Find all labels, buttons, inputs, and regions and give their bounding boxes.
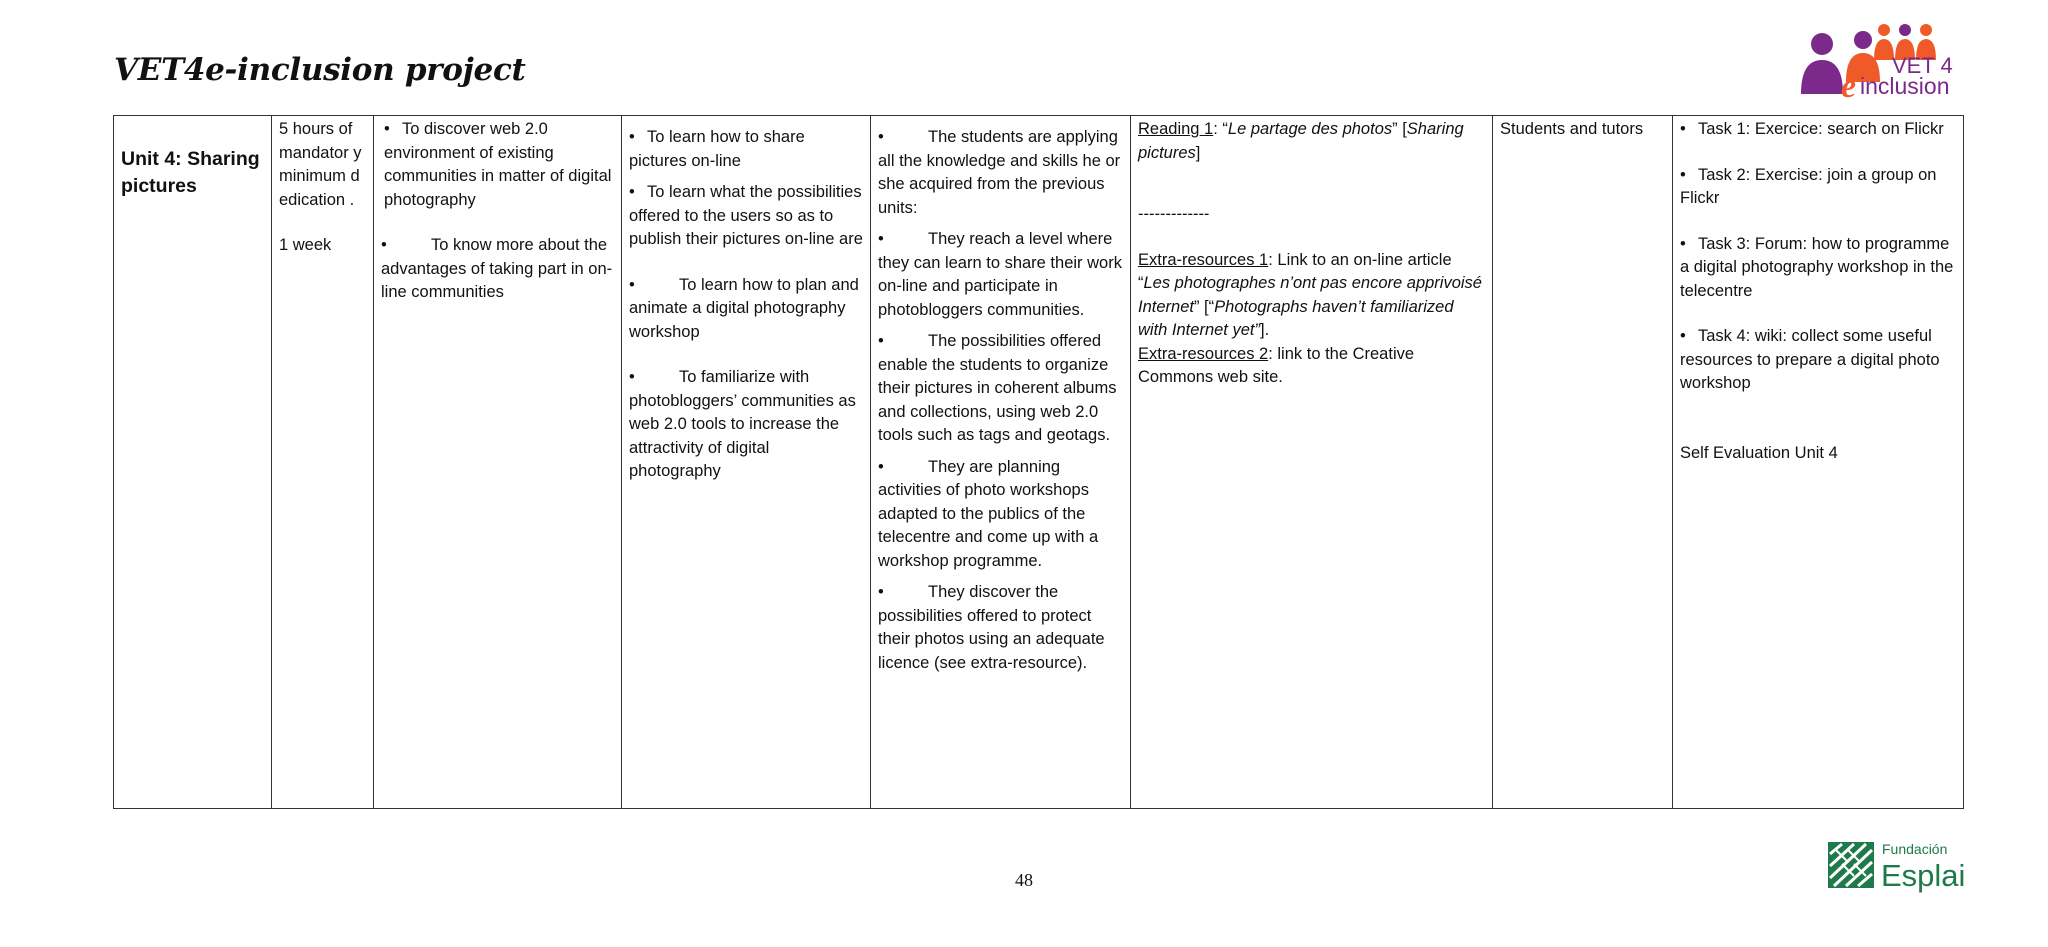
- esplai-line1: Fundación: [1882, 841, 1948, 857]
- table-row: [114, 116, 1964, 809]
- list-item: • Task 2: Exercise: join a group on Flickr: [1680, 165, 1937, 207]
- unit-name: Unit 4: Sharing pictures: [121, 148, 260, 197]
- bullet-icon: •: [878, 457, 884, 476]
- resources-separator: -------------: [1138, 205, 1210, 223]
- list-item: • The students are applying all the knowledge and skills he or she acquired from the previous units:: [878, 128, 1121, 217]
- bullet-icon: •: [878, 128, 884, 146]
- duration-week: 1 week: [279, 236, 332, 254]
- list-item: • Task 4: wiki: collect some useful resources to prepare a digital photo workshop: [1680, 327, 1940, 392]
- extra-resource-1: Extra-resources 1: Link to an on-line article “Les photographes n’ont pas encore apprivoisé Internet” [“Photographs haven’t familiarized with Internet yet”].: [1138, 250, 1482, 339]
- extra-resource-2: Extra-resources 2: link to the Creative Commons web site.: [1138, 344, 1415, 386]
- tasks-cell: [1673, 116, 1964, 809]
- extra-resource-1-title: Les photographes n’ont pas encore apprivoisé Internet: [1138, 274, 1482, 316]
- tasks-list: [1680, 118, 1956, 396]
- extra-resource-1-label: Extra-resources 1: [1138, 250, 1269, 269]
- reading-1-label: Reading 1: [1138, 120, 1214, 138]
- bullet-icon: •: [384, 120, 390, 138]
- vet4-einclusion-logo-icon: [1796, 22, 1953, 105]
- list-item: • To discover web 2.0 environment of existing communities in matter of digital photography: [384, 120, 612, 209]
- bullet-icon: •: [1680, 327, 1686, 345]
- resources-cell: [1131, 116, 1493, 809]
- bullet-icon: •: [629, 128, 635, 146]
- list-item: • They are planning activities of photo workshops adapted to the publics of the telecentre and come up with a workshop programme.: [878, 457, 1099, 570]
- bullet-icon: •: [878, 583, 884, 601]
- list-item: • To learn how to plan and animate a digital photography workshop: [629, 275, 859, 341]
- logo-text-vet4: VET 4: [1892, 53, 1953, 78]
- learning-outcomes-cell: [622, 116, 871, 809]
- duration-text: 5 hours of mandator y minimum dedication .: [279, 120, 362, 209]
- bullet-icon: •: [878, 230, 884, 248]
- page-number: 48: [1015, 870, 1033, 890]
- list-item: • The possibilities offered enable the students to organize their pictures in coherent albums and collections, using web 2.0 tools such as tags and geotags.: [878, 332, 1117, 444]
- list-item: • To know more about the advantages of taking part in on-line communities: [381, 236, 613, 301]
- bullet-icon: •: [381, 236, 387, 254]
- list-item: • To learn what the possibilities offered to the users so as to publish their pictures on-line are: [629, 183, 863, 248]
- learning-outcomes-list: [629, 126, 863, 484]
- competences-cell: [871, 116, 1131, 809]
- bullet-icon: •: [1680, 234, 1686, 253]
- unit-cell: [114, 116, 272, 809]
- self-evaluation: Self Evaluation Unit 4: [1680, 443, 1838, 462]
- list-item: • Task 3: Forum: how to programme a digital photography workshop in the telecentre: [1680, 234, 1954, 300]
- bullet-icon: •: [878, 332, 884, 350]
- bullet-icon: •: [629, 275, 635, 294]
- bullet-icon: •: [1680, 120, 1686, 138]
- competences-list: [878, 126, 1123, 675]
- objectives-cell: [374, 116, 622, 809]
- reading-1-translation: Sharing pictures: [1138, 120, 1464, 162]
- reading-1: Reading 1: “Le partage des photos” [Sharing pictures]: [1138, 120, 1464, 162]
- reading-1-title: Le partage des photos: [1227, 120, 1393, 138]
- esplai-line2: Esplai: [1881, 858, 1966, 893]
- actors-cell: [1493, 116, 1673, 809]
- objectives-list: [381, 118, 614, 305]
- bullet-icon: •: [629, 368, 635, 386]
- bullet-icon: •: [629, 183, 635, 201]
- duration-cell: [272, 116, 374, 809]
- logo-text-inclusion: inclusion: [1860, 73, 1950, 99]
- list-item: • To familiarize with photobloggers’ communities as web 2.0 tools to increase the attractivity of digital photography: [629, 368, 856, 480]
- page-title: VET4e-inclusion project: [114, 52, 526, 88]
- extra-resource-1-translation: Photographs haven’t familiarized with Internet yet”: [1138, 297, 1454, 339]
- list-item: • Task 1: Exercice: search on Flickr: [1680, 118, 1956, 142]
- list-item: • To learn how to share pictures on-line: [629, 128, 805, 170]
- list-item: • They discover the possibilities offered to protect their photos using an adequate licence (see extra-resource).: [878, 583, 1105, 672]
- unit-table: [113, 115, 1964, 809]
- list-item: • They reach a level where they can learn to share their work on-line and participate in photobloggers communities.: [878, 230, 1122, 319]
- bullet-icon: •: [1680, 165, 1686, 184]
- esplai-mark: [1828, 842, 1874, 888]
- fundacion-esplai-logo-icon: [1828, 836, 1964, 892]
- logo-text-e: e: [1841, 68, 1857, 105]
- extra-resource-2-label: Extra-resources 2: [1138, 344, 1269, 363]
- actors-text: Students and tutors: [1500, 120, 1644, 138]
